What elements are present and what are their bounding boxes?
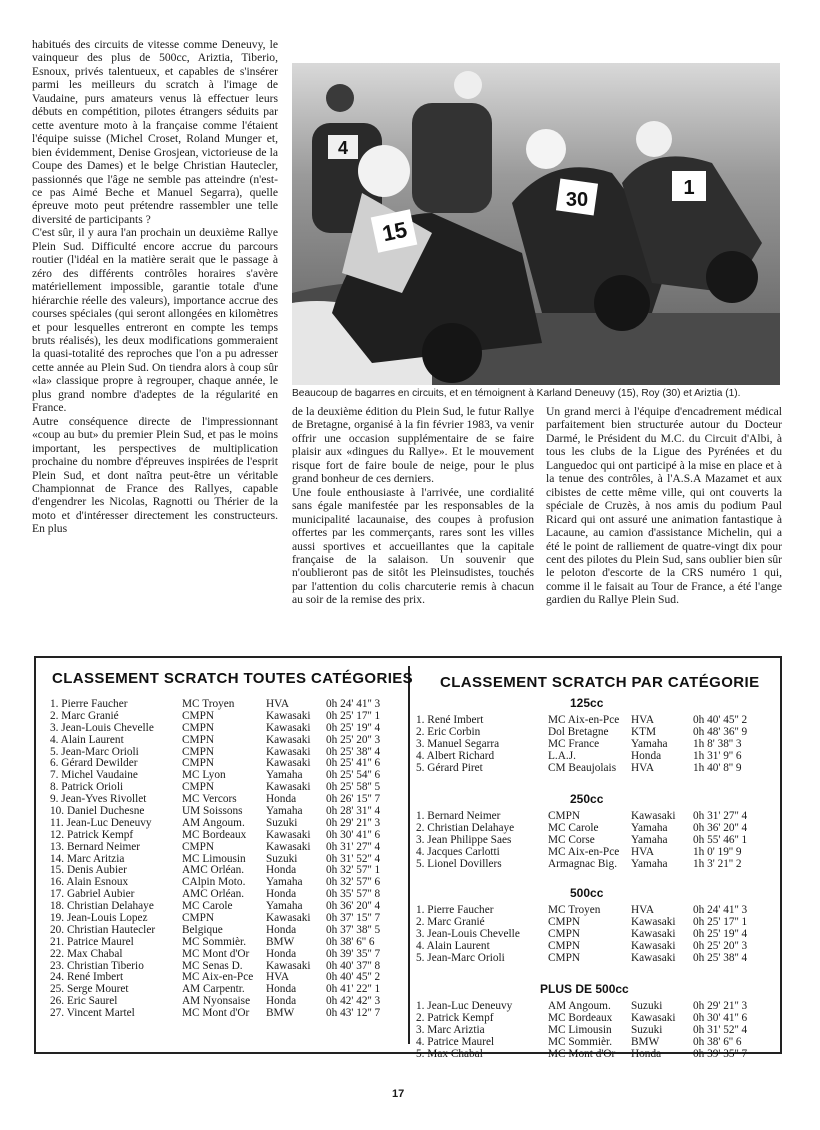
race-time: 0h 29' 21'' 3 bbox=[326, 816, 381, 829]
race-time: 0h 26' 15'' 7 bbox=[326, 793, 381, 806]
bike-number: 15 bbox=[380, 216, 410, 247]
race-time: 0h 37' 38'' 5 bbox=[326, 923, 381, 936]
race-time: 0h 24' 41'' 3 bbox=[693, 904, 748, 916]
rider-name: 20. Christian Hautecler bbox=[50, 923, 156, 936]
motorcycle-make: Honda bbox=[266, 888, 297, 901]
rider-name: 2. Christian Delahaye bbox=[416, 821, 515, 834]
rider-name: 13. Bernard Neimer bbox=[50, 840, 141, 853]
motorcycle-make: Kawasaki bbox=[631, 951, 676, 964]
motorcycle-make: Yamaha bbox=[266, 769, 303, 782]
race-time: 0h 35' 57'' 8 bbox=[326, 888, 381, 901]
photo-caption: Beaucoup de bagarres en circuits, et en témoignent à Karland Deneuvy (15), Roy (30) et Ariztia (1). bbox=[292, 388, 741, 399]
rider-name: 1. Bernard Neimer bbox=[416, 810, 501, 822]
club-name: CMPN bbox=[182, 745, 215, 758]
race-time: 0h 25' 17'' 1 bbox=[326, 709, 381, 722]
rider-name: 3. Jean-Louis Chevelle bbox=[416, 927, 520, 940]
club-name: CMPN bbox=[548, 810, 581, 822]
race-time: 0h 55' 46'' 1 bbox=[693, 833, 748, 846]
paragraph: de la deuxième édition du Plein Sud, le futur Rallye de Bretagne, organisé à la fin février 1983, va venir offrir une occasion supplémentaire de se faire plaisir aux «dingues du Rallye». Et le mouvement risque fort de faire boule de neige, pour le plus grand bonheur de ces derniers. bbox=[292, 405, 534, 486]
rider-name: 17. Gabriel Aubier bbox=[50, 888, 135, 901]
rider-name: 27. Vincent Martel bbox=[50, 1007, 135, 1020]
motorcycle-make: Kawasaki bbox=[631, 810, 676, 822]
rider-name: 26. Eric Saurel bbox=[50, 995, 118, 1008]
club-name: MC Limousin bbox=[182, 852, 246, 865]
rider-name: 6. Gérard Dewilder bbox=[50, 757, 138, 770]
motorcycle-make: Honda bbox=[266, 793, 297, 806]
motorcycle-make: Yamaha bbox=[266, 876, 303, 889]
rider-name: 24. René Imbert bbox=[50, 971, 124, 984]
article-column-1 bbox=[32, 38, 278, 536]
club-name: MC Carole bbox=[548, 821, 599, 834]
rider-name: 18. Christian Delahaye bbox=[50, 900, 154, 913]
race-time: 0h 43' 12'' 7 bbox=[326, 1007, 381, 1020]
motorcycle-make: Yamaha bbox=[631, 821, 668, 834]
club-name: CMPN bbox=[182, 733, 215, 746]
bike-number: 30 bbox=[565, 189, 589, 211]
motorcycle-make: HVA bbox=[266, 698, 290, 710]
club-name: MC Aix-en-Pce bbox=[548, 714, 620, 726]
paragraph: Une foule enthousiaste à l'arrivée, une cordialité sans égale manifestée par les responsables de la municipalité lacaunaise, des coupes à profusion offertes par les commerçants, rares sont les villes aussi sportives et accueillantes que la capitale française de la salaison. Un souvenir que n'oublieront pas de sitôt les Pleinsudistes, touchés par l'attention du colis charcuterie remis à chacun au soir de la remise des prix. bbox=[292, 485, 534, 607]
race-time: 0h 48' 36'' 9 bbox=[693, 725, 748, 738]
motorcycle-make: Honda bbox=[266, 983, 297, 996]
rider-name: 5. Max Chabal bbox=[416, 1047, 483, 1060]
motorcycle-make: Kawasaki bbox=[266, 828, 311, 841]
paragraph: Autre conséquence directe de l'impressionnant «coup au but» du premier Plein Sud, et pas le moins important, les perspectives de multiplication prochaine du nombre d'épreuves inspirées de l'esprit Plein Sud, et dont naîtra peut-être un véritable Championnat de France des Rallyes, capable d'engendrer les Nicolas, Ragnotti ou Thérier de la moto et d'intéresser directement les constructeurs. En plus bbox=[32, 414, 278, 536]
race-time: 0h 32' 57'' 6 bbox=[326, 876, 381, 889]
rider-name: 23. Christian Tiberio bbox=[50, 959, 144, 972]
rider-name: 3. Marc Ariztia bbox=[416, 1023, 485, 1036]
race-time: 0h 36' 20'' 4 bbox=[693, 821, 748, 834]
rider-name: 4. Alain Laurent bbox=[416, 939, 490, 952]
motorcycle-make: KTM bbox=[631, 725, 657, 738]
race-time: 0h 32' 57'' 1 bbox=[326, 864, 381, 877]
motorcycle-make: Kawasaki bbox=[266, 840, 311, 853]
race-time: 0h 42' 42'' 3 bbox=[326, 995, 381, 1008]
club-name: AM Carpentr. bbox=[182, 983, 245, 996]
rider-name: 1. Pierre Faucher bbox=[416, 904, 494, 916]
scratch-all-title: CLASSEMENT SCRATCH TOUTES CATÉGORIES bbox=[52, 670, 414, 687]
club-name: MC Sommièr. bbox=[182, 935, 247, 948]
club-name: Armagnac Big. bbox=[548, 857, 618, 870]
race-time: 0h 29' 21'' 3 bbox=[693, 1000, 748, 1012]
race-time: 0h 39' 35'' 7 bbox=[326, 947, 381, 960]
rider-name: 1. Pierre Faucher bbox=[50, 698, 128, 710]
race-time: 0h 40' 45'' 2 bbox=[326, 971, 381, 984]
club-name: MC Troyen bbox=[548, 904, 601, 916]
race-time: 0h 30' 41'' 6 bbox=[326, 828, 381, 841]
rider-name: 8. Patrick Orioli bbox=[50, 781, 124, 794]
race-time: 1h 40' 8'' 9 bbox=[693, 761, 742, 774]
club-name: AM Angoum. bbox=[182, 816, 245, 829]
motorcycle-make: Kawasaki bbox=[266, 959, 311, 972]
motorcycle-make: BMW bbox=[631, 1035, 660, 1048]
motorcycle-make: Honda bbox=[266, 995, 297, 1008]
category-title: 500cc bbox=[570, 886, 604, 900]
motorcycle-make: Suzuki bbox=[631, 1023, 663, 1036]
race-time: 0h 38' 6'' 6 bbox=[326, 935, 375, 948]
race-time: 0h 25' 38'' 4 bbox=[693, 951, 748, 964]
motorcycle-race-image bbox=[292, 63, 780, 385]
paragraph: Un grand merci à l'équipe d'encadrement médical parfaitement bien structurée autour du Docteur Darmé, le Président du M.C. du Circuit d'Albi, à tous les clubs de la Ligue des Pyrénées et du Languedoc qui ont participé à la mise en place et à la tenue des contrôles, à l'A.S.A Mazamet et aux cibistes de cette même ville, qui ont couverts la spéciale de Cruzès, à nos amis du podium Paul Ricard qui ont assuré une animation fantastique à Lacaune, au camion d'assistance Michelin, qui a été le point de ralliement de quatre-vingt dix pour cent des pilotes du Plein Sud, sans oublier bien sûr le peloton d'escorte de la CRS numéro 1 qui, comme il le faisait au Tour de France, a été l'ange gardien du Rallye Plein Sud. bbox=[546, 405, 782, 607]
motorcycle-make: Kawasaki bbox=[266, 721, 311, 734]
race-time: 0h 31' 27'' 4 bbox=[326, 840, 381, 853]
rider-name: 11. Jean-Luc Deneuvy bbox=[50, 816, 152, 829]
club-name: CMPN bbox=[548, 915, 581, 928]
club-name: MC Mont d'Or bbox=[182, 1007, 250, 1020]
club-name: CMPN bbox=[182, 781, 215, 794]
club-name: MC Troyen bbox=[182, 698, 235, 710]
club-name: CAlpin Moto. bbox=[182, 876, 246, 889]
race-time: 0h 40' 45'' 2 bbox=[693, 714, 748, 726]
rider-name: 21. Patrice Maurel bbox=[50, 935, 134, 948]
rider-name: 4. Jacques Carlotti bbox=[416, 845, 500, 858]
race-time: 0h 40' 37'' 8 bbox=[326, 959, 381, 972]
article-column-3 bbox=[546, 405, 782, 607]
race-time: 1h 31' 9'' 6 bbox=[693, 749, 742, 762]
rider-name: 5. Lionel Dovillers bbox=[416, 857, 502, 870]
race-time: 0h 25' 20'' 3 bbox=[693, 939, 748, 952]
rider-name: 5. Gérard Piret bbox=[416, 761, 483, 774]
club-name: MC Aix-en-Pce bbox=[548, 845, 620, 858]
motorcycle-make: Suzuki bbox=[631, 1000, 663, 1012]
motorcycle-make: Yamaha bbox=[266, 900, 303, 913]
motorcycle-make: Kawasaki bbox=[631, 939, 676, 952]
motorcycle-make: Honda bbox=[266, 864, 297, 877]
club-name: MC Sommièr. bbox=[548, 1035, 613, 1048]
club-name: AMC Orléan. bbox=[182, 888, 245, 901]
club-name: MC Lyon bbox=[182, 769, 226, 782]
race-time: 0h 41' 22'' 1 bbox=[326, 983, 381, 996]
club-name: CMPN bbox=[182, 721, 215, 734]
club-name: L.A.J. bbox=[548, 749, 576, 762]
racing-photo bbox=[292, 63, 780, 385]
rider-name: 16. Alain Esnoux bbox=[50, 876, 129, 889]
race-time: 0h 24' 41'' 3 bbox=[326, 698, 381, 710]
article-column-2 bbox=[292, 405, 534, 607]
motorcycle-make: BMW bbox=[266, 1007, 295, 1020]
motorcycle-make: Yamaha bbox=[631, 737, 668, 750]
results-divider bbox=[408, 666, 410, 1044]
rider-name: 5. Jean-Marc Orioli bbox=[50, 745, 139, 758]
category-title: 125cc bbox=[570, 696, 604, 710]
race-time: 1h 8' 38'' 3 bbox=[693, 737, 742, 750]
club-name: MC Corse bbox=[548, 833, 595, 846]
race-time: 0h 28' 31'' 4 bbox=[326, 805, 381, 818]
club-name: MC Limousin bbox=[548, 1023, 612, 1036]
motorcycle-make: Yamaha bbox=[631, 833, 668, 846]
motorcycle-make: HVA bbox=[631, 904, 655, 916]
club-name: CMPN bbox=[548, 951, 581, 964]
motorcycle-make: HVA bbox=[631, 714, 655, 726]
rider-name: 5. Jean-Marc Orioli bbox=[416, 951, 505, 964]
motorcycle-make: Kawasaki bbox=[266, 745, 311, 758]
race-time: 0h 36' 20'' 4 bbox=[326, 900, 381, 913]
motorcycle-make: Yamaha bbox=[266, 805, 303, 818]
rider-name: 2. Marc Granié bbox=[416, 915, 485, 928]
rider-name: 4. Albert Richard bbox=[416, 749, 495, 762]
race-time: 1h 3' 21'' 2 bbox=[693, 857, 742, 870]
race-time: 0h 31' 52'' 4 bbox=[326, 852, 381, 865]
club-name: MC Mont d'Or bbox=[548, 1047, 616, 1060]
category-title: 250cc bbox=[570, 792, 604, 806]
race-time: 0h 25' 41'' 6 bbox=[326, 757, 381, 770]
motorcycle-make: BMW bbox=[266, 935, 295, 948]
rider-name: 2. Patrick Kempf bbox=[416, 1011, 494, 1024]
paragraph: habitués des circuits de vitesse comme Deneuvy, le vainqueur des plus de 500cc, Ariztia, Tiberio, Esnoux, privés talentueux, et capables de s'insérer parmi les meilleurs du scratch à l'image de Vaudaine, purs amateurs venus là effectuer leurs débuts en compétition, pilotes étrangers séduits par cette aventure moto à la française comme l'étaient l'équipe suisse (Michel Croset, Roland Munger et, bien évidemment, Denise Grosjean, victorieuse de la Coupe des Dames) et le belge Christian Hautecler, passionnés que l'âge ne semble pas atteindre (n'est-ce pas Aimé Beche et Manuel Segarra), quelle épreuve moto peut prétendre rassembler une telle diversité de participants ? bbox=[32, 38, 278, 226]
motorcycle-make: Kawasaki bbox=[631, 927, 676, 940]
motorcycle-make: Kawasaki bbox=[631, 915, 676, 928]
rider-name: 3. Jean-Louis Chevelle bbox=[50, 721, 154, 734]
club-name: CMPN bbox=[548, 939, 581, 952]
club-name: MC Mont d'Or bbox=[182, 947, 250, 960]
club-name: AM Angoum. bbox=[548, 1000, 611, 1012]
race-time: 0h 25' 19'' 4 bbox=[326, 721, 381, 734]
club-name: MC France bbox=[548, 737, 600, 750]
page-number: 17 bbox=[392, 1088, 405, 1100]
club-name: AMC Orléan. bbox=[182, 864, 245, 877]
rider-name: 3. Manuel Segarra bbox=[416, 737, 500, 750]
race-time: 0h 39' 35'' 7 bbox=[693, 1047, 748, 1060]
motorcycle-make: Suzuki bbox=[266, 852, 298, 865]
rider-name: 1. Jean-Luc Deneuvy bbox=[416, 1000, 513, 1012]
club-name: CMPN bbox=[182, 840, 215, 853]
motorcycle-make: Kawasaki bbox=[266, 733, 311, 746]
rider-name: 14. Marc Aritzia bbox=[50, 852, 125, 865]
motorcycle-make: Kawasaki bbox=[266, 781, 311, 794]
rider-name: 4. Alain Laurent bbox=[50, 733, 124, 746]
category-title: PLUS DE 500cc bbox=[540, 982, 629, 996]
rider-name: 4. Patrice Maurel bbox=[416, 1035, 495, 1048]
race-time: 0h 25' 58'' 5 bbox=[326, 781, 381, 794]
rider-name: 10. Daniel Duchesne bbox=[50, 805, 145, 818]
paragraph: C'est sûr, il y aura l'an prochain un deuxième Rallye Plein Sud. Difficulté encore accrue du parcours routier (l'idéal en la matière serait que le passage à zéro des différents contrôles horaires s'avère matériellement impossible, garantie totale d'une hiérarchie réelle des valeurs), importance accrue des courses spéciales (qui seront allongées en kilomètres et pour lesquelles entreront en compte les temps bruts réalisés), les deux modifications gommeraient la quasi-totalité des reproches que l'on a pu adresser cette année au Plein Sud. On tiendra alors à coup sûr «la» classique propre à regrouper, chaque année, le plus grand nombre d'adeptes de la régularité en France. bbox=[32, 226, 278, 415]
motorcycle-make: Honda bbox=[266, 947, 297, 960]
club-name: MC Bordeaux bbox=[548, 1011, 613, 1024]
race-time: 0h 37' 15'' 7 bbox=[326, 912, 381, 925]
club-name: CMPN bbox=[182, 912, 215, 925]
club-name: MC Vercors bbox=[182, 793, 237, 806]
rider-name: 15. Denis Aubier bbox=[50, 864, 127, 877]
club-name: Dol Bretagne bbox=[548, 725, 609, 738]
motorcycle-make: Kawasaki bbox=[266, 709, 311, 722]
motorcycle-make: HVA bbox=[631, 845, 655, 858]
club-name: CMPN bbox=[182, 709, 215, 722]
race-time: 0h 25' 17'' 1 bbox=[693, 915, 748, 928]
scratch-category-title: CLASSEMENT SCRATCH PAR CATÉGORIE bbox=[440, 674, 760, 691]
bike-number: 1 bbox=[683, 177, 695, 199]
club-name: Belgique bbox=[182, 923, 223, 936]
club-name: CMPN bbox=[182, 757, 215, 770]
club-name: UM Soissons bbox=[182, 805, 243, 818]
motorcycle-make: Kawasaki bbox=[266, 912, 311, 925]
club-name: CMPN bbox=[548, 927, 581, 940]
race-time: 0h 30' 41'' 6 bbox=[693, 1011, 748, 1024]
motorcycle-make: HVA bbox=[266, 971, 290, 984]
motorcycle-make: Kawasaki bbox=[631, 1011, 676, 1024]
club-name: MC Carole bbox=[182, 900, 233, 913]
rider-name: 12. Patrick Kempf bbox=[50, 828, 134, 841]
club-name: MC Bordeaux bbox=[182, 828, 247, 841]
club-name: AM Nyonsaise bbox=[182, 995, 251, 1008]
race-time: 0h 25' 38'' 4 bbox=[326, 745, 381, 758]
motorcycle-make: Honda bbox=[266, 923, 297, 936]
race-time: 0h 25' 20'' 3 bbox=[326, 733, 381, 746]
motorcycle-make: Suzuki bbox=[266, 816, 298, 829]
rider-name: 22. Max Chabal bbox=[50, 947, 123, 960]
club-name: MC Aix-en-Pce bbox=[182, 971, 254, 984]
race-time: 0h 31' 52'' 4 bbox=[693, 1023, 748, 1036]
race-time: 0h 25' 19'' 4 bbox=[693, 927, 748, 940]
club-name: CM Beaujolais bbox=[548, 761, 617, 774]
rider-name: 3. Jean Philippe Saes bbox=[416, 833, 512, 846]
motorcycle-make: Kawasaki bbox=[266, 757, 311, 770]
race-time: 0h 38' 6'' 6 bbox=[693, 1035, 742, 1048]
race-time: 0h 25' 54'' 6 bbox=[326, 769, 381, 782]
motorcycle-make: Honda bbox=[631, 1047, 662, 1060]
motorcycle-make: Honda bbox=[631, 749, 662, 762]
race-time: 1h 0' 19'' 9 bbox=[693, 845, 742, 858]
race-time: 0h 31' 27'' 4 bbox=[693, 810, 748, 822]
motorcycle-make: HVA bbox=[631, 761, 655, 774]
club-name: MC Senas D. bbox=[182, 959, 243, 972]
motorcycle-make: Yamaha bbox=[631, 857, 668, 870]
bike-number: 4 bbox=[337, 138, 349, 158]
rider-name: 7. Michel Vaudaine bbox=[50, 769, 138, 782]
rider-name: 2. Eric Corbin bbox=[416, 725, 481, 738]
rider-name: 9. Jean-Yves Rivollet bbox=[50, 793, 147, 806]
rider-name: 1. René Imbert bbox=[416, 714, 484, 726]
rider-name: 19. Jean-Louis Lopez bbox=[50, 912, 148, 925]
rider-name: 2. Marc Granié bbox=[50, 709, 119, 722]
rider-name: 25. Serge Mouret bbox=[50, 983, 129, 996]
